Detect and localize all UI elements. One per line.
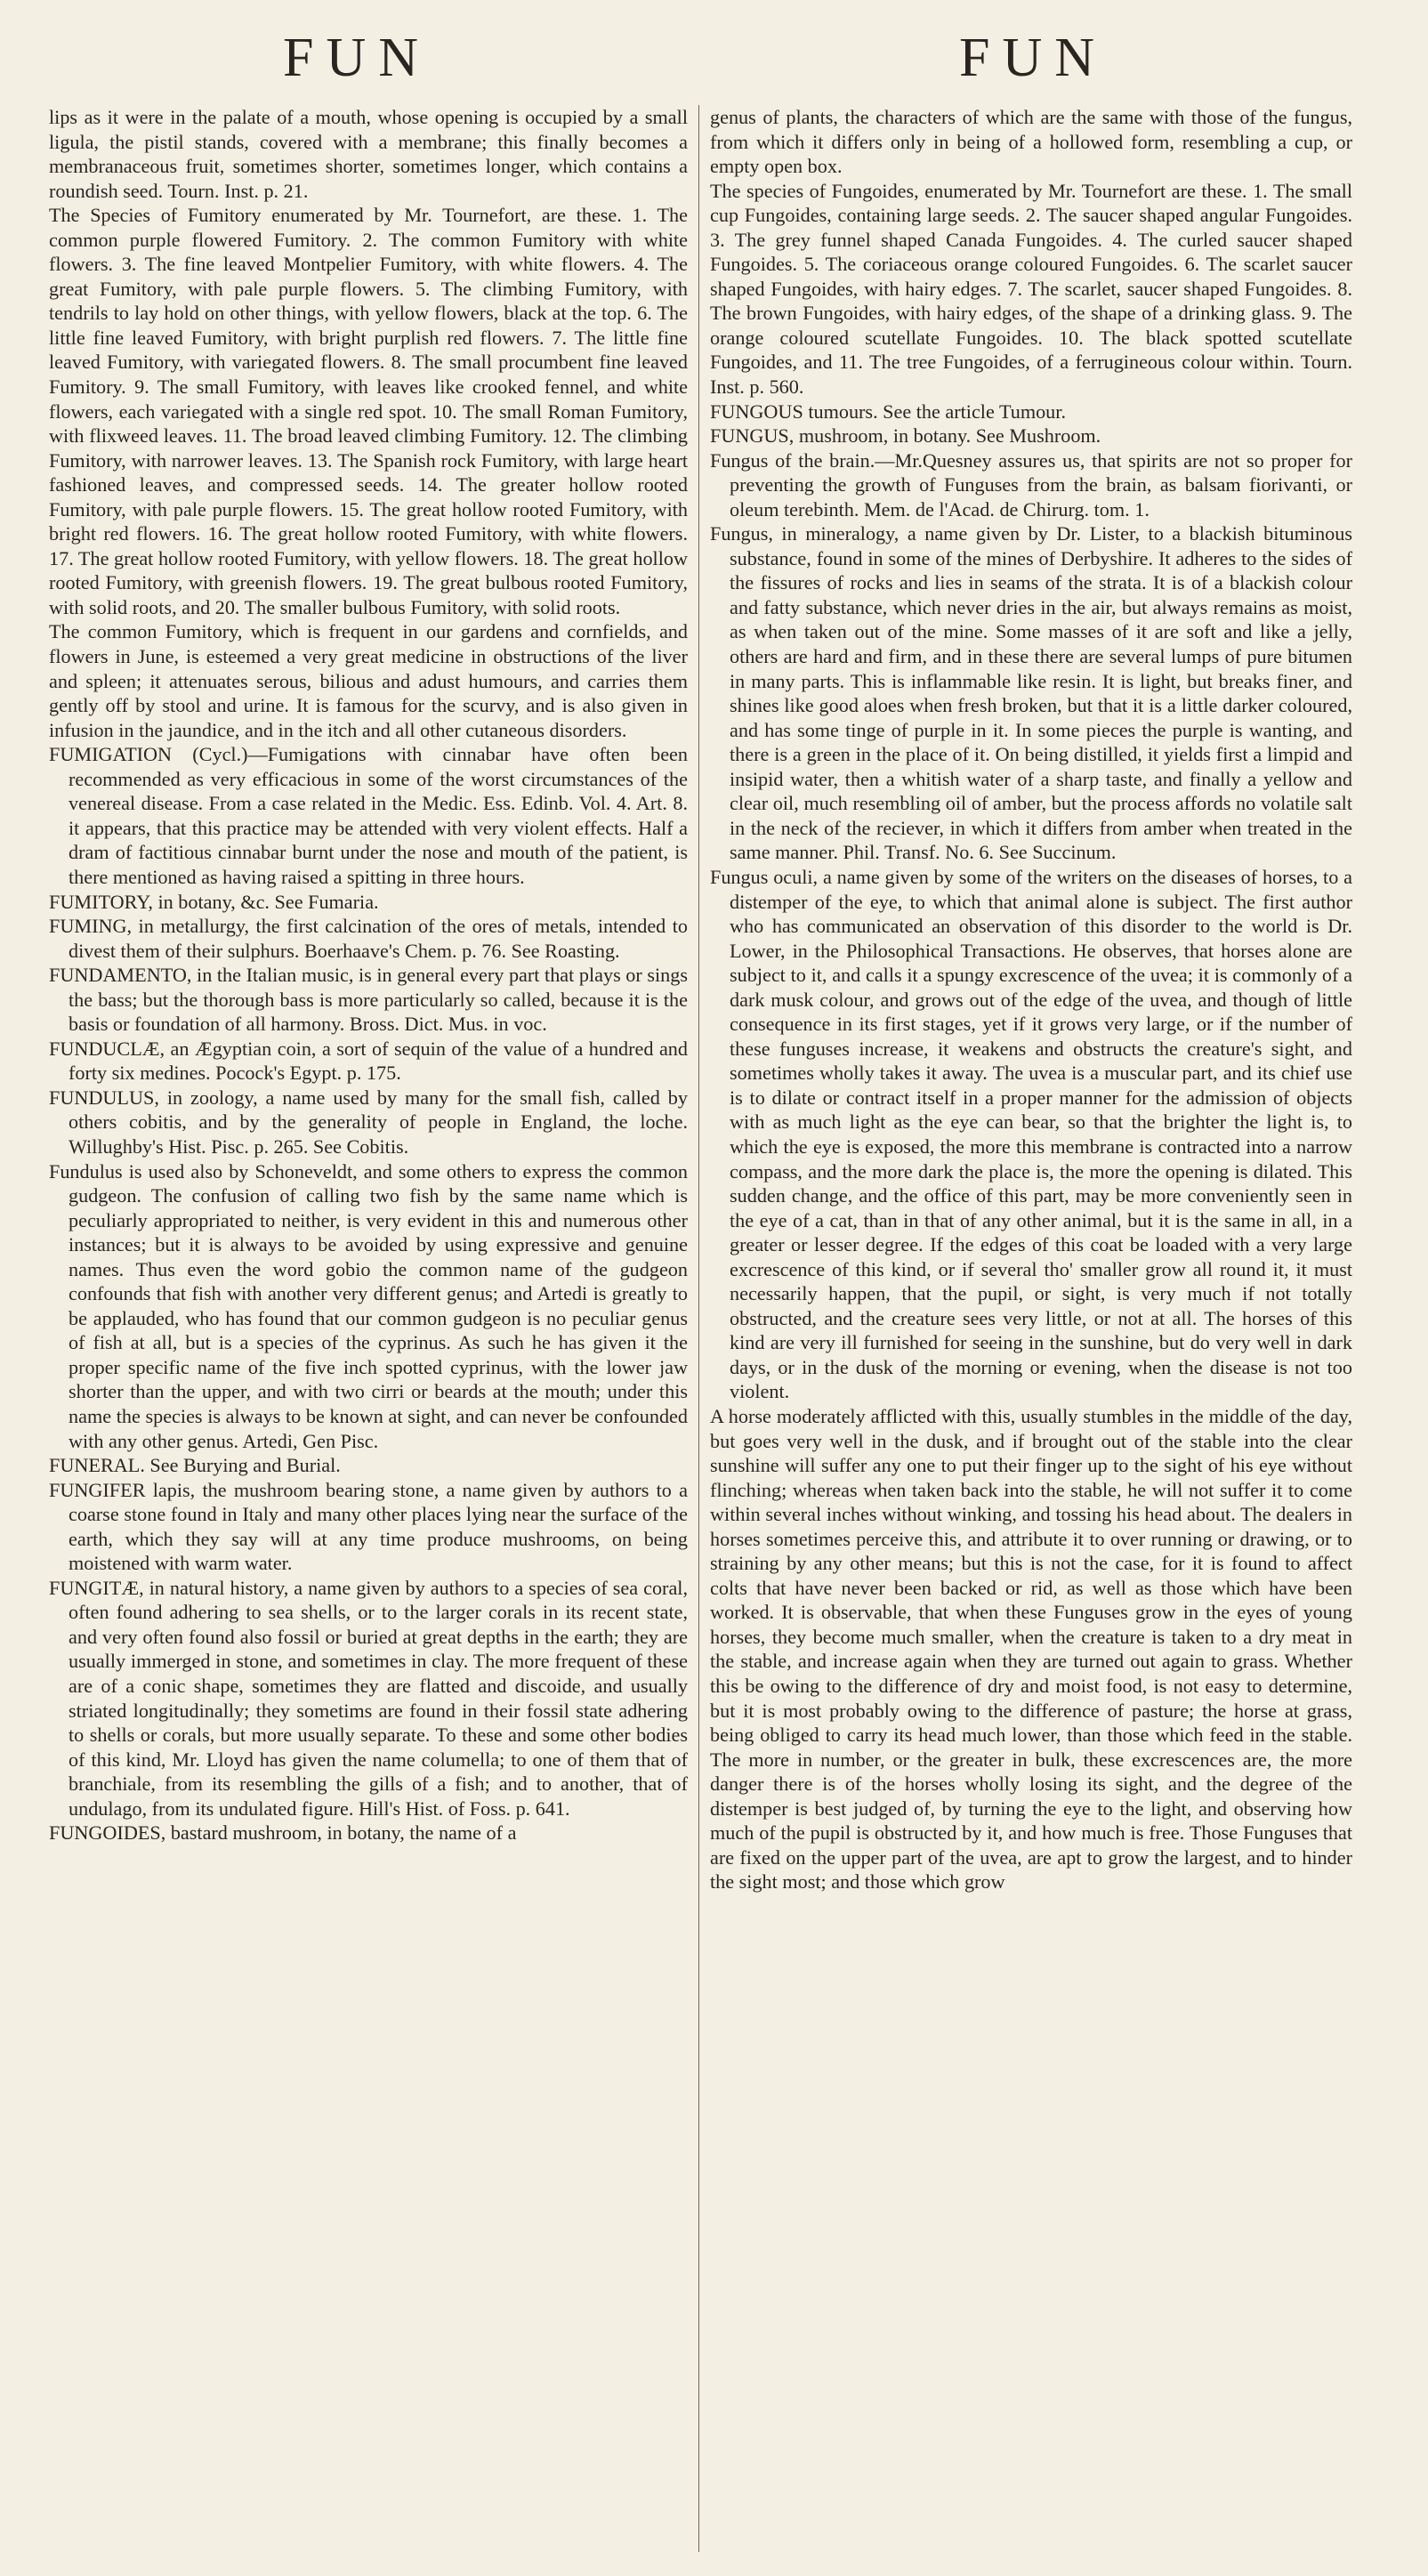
entry-paragraph: Fundulus is used also by Schoneveldt, and some others to express the common gudgeon. The confusion of calling two fish by the same name which is peculiarly appropriated to neither, is very evident in this and numerous other instances; but it is always to be avoided by using expressive and genuine names. Thus even the word gobio the common name of the gudgeon confounds that fish with another very different genus; and Artedi is greatly to be applauded, who has found that our common gudgeon is no peculiar genus of fish at all, but is a species of the cyprinus. As such he has given it the proper specific name of the five inch spotted cyprinus, with the lower jaw shorter than the upper, and with two cirri or beards at the mouth; under this name the species is always to be known at sight, and can never be confounded with any other genus. Artedi, Gen Pisc. — [49, 1159, 688, 1452]
entry-paragraph: FUNGIFER lapis, the mushroom bearing stone, a name given by authors to a coarse stone found in Italy and many other places lying near the surface of the earth, which they say will at any time produce mushrooms, on being moistened with warm water. — [49, 1478, 688, 1575]
running-header — [0, 27, 1428, 98]
entry-paragraph: FUMIGATION (Cycl.)—Fumigations with cinnabar have often been recommended as very efficacious in some of the worst circumstances of the venereal disease. From a case related in the Medic. Ess. Edinb. Vol. 4. Art. 8. it appears, that this practice may be attended with very violent effects. Half a dram of factitious cinnabar burnt under the nose and mouth of the patient, is there mentioned as having raised a spitting in three hours. — [49, 743, 688, 888]
entry-paragraph: Fungus, in mineralogy, a name given by Dr. Lister, to a blackish bituminous substance, found in some of the mines of Derbyshire. It adheres to the sides of the fissures of rocks and lies in seams of the strata. It is of a blackish colour and fatty substance, which never dries in the air, but always remains as moist, as when taken out of the mine. Some masses of it are soft and like a jelly, others are hard and firm, and in these there are several lumps of pure bitumen in many parts. This is inflammable like resin. It is light, but breaks finer, and shines like good aloes when fresh broken, but that it is a little darker coloured, and has some tinge of purple in it. In some pieces the purple is wanting, and there is a green in the place of it. On being distilled, it yields first a limpid and insipid water, then a whitish water of a sharp taste, and finally a yellow and clear oil, much resembling oil of amber, but the process affords no volatile salt in the neck of the reciever, in which it differs from amber when treated in the same manner. Phil. Transf. No. 6. See Succinum. — [710, 522, 1352, 864]
entry-paragraph: FUNERAL. See Burying and Burial. — [49, 1454, 341, 1477]
entry-paragraph: FUNGITÆ, in natural history, a name given by authors to a species of sea coral, often found adhering to sea shells, or to the larger corals in its recent state, and very often found also fossil or buried at great depths in the earth; they are usually immerged in stone, and sometimes in clay. The more frequent of these are of a conic shape, sometimes they are flatted and discoide, and usually striated longitudinally; they sometims are found in their fossil state adhering to shells or corals, but more usually separate. To these and some other bodies of this kind, Mr. Lloyd has given the name columella; to one of them that of branchiale, from its resembling the gills of a fish; and to another, that of undulago, from its undulated figure. Hill's Hist. of Foss. p. 641. — [49, 1576, 688, 1820]
entry-paragraph: Fungus of the brain.—Mr.Quesney assures us, that spirits are not so proper for preventing the growth of Funguses from the brain, as balsam fiorivanti, or oleum terebinth. Mem. de l'Acad. de Chirurg. tom. 1. — [710, 448, 1352, 521]
entry-paragraph: FUMITORY, in botany, &c. See Fumaria. — [49, 890, 379, 913]
header-right: FUN — [959, 28, 1108, 88]
entry-paragraph: The common Fumitory, which is frequent in our gardens and cornfields, and flowers in June, is esteemed a very great medicine in obstructions of the liver and spleen; it attenuates serous, bilious and adust humours, and carries them gently off by stool and urine. It is famous for the scurvy, and is also given in infusion in the jaundice, and in the itch and all other cutaneous disorders. — [49, 620, 688, 741]
entry-paragraph: Fungus oculi, a name given by some of the writers on the diseases of horses, to a distemper of the eye, to which that animal alone is subject. The first author who has communicated an observation of this disorder to the world is Dr. Lower, in the Philosophical Transactions. He observes, that horses alone are subject to it, and calls it a spungy excrescence of the uvea; it is commonly of a dark musk colour, and grows out of the edge of the uvea, and though of little consequence in its first stages, yet if it grows very large, or if the number of these funguses increase, it weakens and obstructs the creature's sight, and sometimes wholly takes it away. The uvea is a muscular part, and its chief use is to dilate or contract itself in a proper manner for the admission of objects with as much light as the eye can bear, so that the brighter the light is, to which the eye is exposed, the more this membrane is contracted into a narrow compass, and the more dark the place is, the more the opening is dilated. This sudden change, and the office of this part, may be more conveniently seen in the eye of a cat, than in that of any other animal, but it is the same in all, in a greater or lesser degree. If the edges of this coat be loaded with a very large excrescence of this kind, or if several tho' smaller grow all round it, it must necessarily happen, that the pupil, or sight, is very much if not totally obstructed, and the creature sees very little, or not at all. The horses of this kind are very ill furnished for seeing in the sunshine, but do very well in dark days, or in the dusk of the morning or evening, when the disease is not too violent. — [710, 865, 1352, 1403]
entry-paragraph: lips as it were in the palate of a mouth, whose opening is occupied by a small ligula, the pistil stands, covered with a membrane; this finally becomes a membranaceous fruit, sometimes shorter, sometimes longer, which contains a roundish seed. Tourn. Inst. p. 21. — [49, 106, 688, 202]
column-rule — [698, 105, 699, 2552]
entry-paragraph: FUMING, in metallurgy, the first calcination of the ores of metals, intended to divest them of their sulphurs. Boerhaave's Chem. p. 76. See Roasting. — [49, 915, 688, 962]
entry-paragraph: FUNGOIDES, bastard mushroom, in botany, the name of a — [49, 1821, 517, 1845]
entry-paragraph: FUNGUS, mushroom, in botany. See Mushroom. — [710, 424, 1101, 448]
entry-paragraph: The species of Fungoides, enumerated by Mr. Tournefort are these. 1. The small cup Fungoides, containing large seeds. 2. The saucer shaped angular Fungoides. 3. The grey funnel shaped Canada Fungoides. 4. The curled saucer shaped Fungoides. 5. The coriaceous orange coloured Fungoides. 6. The scarlet saucer shaped Fungoides, with hairy edges. 7. The scarlet, saucer shaped Fungoides. 8. The brown Fungoides, with hairy edges, of the shape of a drinking glass. 9. The orange coloured scutellate Fungoides. 10. The black spotted scutellate Fungoides, and 11. The tree Fungoides, of a ferrugineous colour within. Tourn. Inst. p. 560. — [710, 179, 1352, 399]
entry-paragraph: FUNGOUS tumours. See the article Tumour. — [710, 400, 1066, 423]
entry-paragraph: FUNDUCLÆ, an Ægyptian coin, a sort of sequin of the value of a hundred and forty six medines. Pocock's Egypt. p. 175. — [49, 1037, 688, 1085]
entry-paragraph: A horse moderately afflicted with this, usually stumbles in the middle of the day, but goes very well in the dusk, and if brought out of the stable into the clear sunshine will suffer any one to put their finger up to the sight of his eye without flinching; whereas when taken back into the stable, he will not suffer it to come within several inches without winking, and tossing his head about. The dealers in horses sometimes perceive this, and attribute it to over running or drawing, or to straining by any other means; but this is not the case, for it is found to affect colts that have never been backed or rid, as well as those which have been worked. It is observable, that when these Funguses grow in the eyes of young horses, they become much smaller, when the creature is taken to a dry meat in the stable, and increase again when they are turned out again to grass. Whether this be owing to the difference of dry and moist food, is not easy to determine, but it is most probably owing to the difference of pasture; the horse at grass, being obliged to carry its head much lower, than those which feed in the stable. The more in number, or the greater in bulk, these excrescences are, the more danger there is of the horses wholly losing its sight, and the degree of the distemper is best judged of, by turning the eye to the light, and observing how much of the pupil is obstructed by it, and how much is free. Those Funguses that are fixed on the upper part of the uvea, are apt to grow the largest, and to hinder the sight most; and those which grow — [710, 1404, 1352, 1894]
right-column — [710, 105, 1352, 1894]
entry-paragraph: FUNDULUS, in zoology, a name used by many for the small fish, called by others cobitis, and by the generality of people in England, the loche. Willughby's Hist. Pisc. p. 265. See Cobitis. — [49, 1086, 688, 1158]
header-left: FUN — [283, 28, 432, 88]
entry-paragraph: FUNDAMENTO, in the Italian music, is in general every part that plays or sings the bass; but the thorough bass is more particularly so called, because it is the basis or foundation of all harmony. Bross. Dict. Mus. in voc. — [49, 964, 688, 1036]
entry-paragraph: The Species of Fumitory enumerated by Mr. Tournefort, are these. 1. The common purple flowered Fumitory. 2. The common Fumitory with white flowers. 3. The fine leaved Montpelier Fumitory, with white flowers. 4. The great Fumitory, with pale purple flowers. 5. The climbing Fumitory, with tendrils to lay hold on other things, with yellow flowers, black at the top. 6. The little fine leaved Fumitory, with bright purplish red flowers. 7. The little fine leaved Fumitory, with variegated flowers. 8. The small procumbent fine leaved Fumitory. 9. The small Fumitory, with leaves like crooked fennel, and white flowers, each variegated with a single red spot. 10. The small Roman Fumitory, with flixweed leaves. 11. The broad leaved climbing Fumitory. 12. The climbing Fumitory, with narrower leaves. 13. The Spanish rock Fumitory, with large heart fashioned leaves, and compressed seeds. 14. The greater hollow rooted Fumitory, with pale purple flowers. 15. The great hollow rooted Fumitory, with bright red flowers. 16. The great hollow rooted Fumitory, with white flowers. 17. The great hollow rooted Fumitory, with yellow flowers. 18. The great hollow rooted Fumitory, with greenish flowers. 19. The great bulbous rooted Fumitory, with solid roots, and 20. The smaller bulbous Fumitory, with solid roots. — [49, 204, 688, 618]
entry-paragraph: genus of plants, the characters of which are the same with those of the fungus, from which it differs only in being of a hollowed form, resembling a cup, or empty open box. — [710, 106, 1352, 178]
left-column — [49, 105, 688, 1845]
